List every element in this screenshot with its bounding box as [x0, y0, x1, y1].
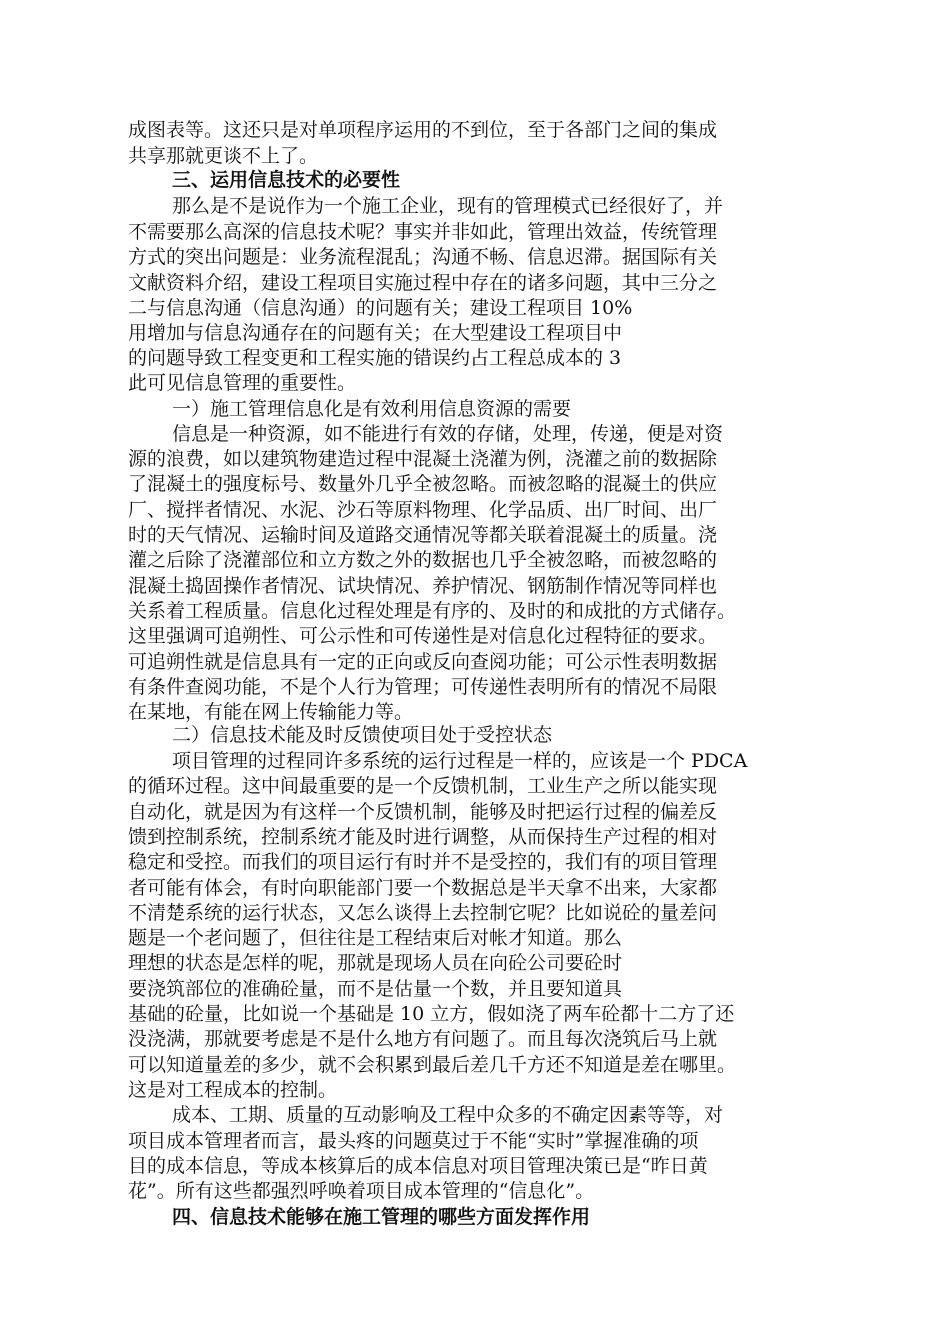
occlusion-patch: [716, 296, 836, 372]
paragraph-line: 理想的状态是怎样的呢，那就是现场人员在向砼公司要砼时: [128, 952, 623, 974]
paragraph-line: 稳定和受控。而我们的项目运行有时并不是受控的，我们有的项目管理: [128, 851, 718, 873]
paragraph-line: 花”。所有这些都强烈呼唤着项目成本管理的“信息化”。: [128, 1180, 595, 1202]
paragraph-line: 基础的砼量，比如说一个基础是 10 立方，假如浇了两车砼都十二方了还: [128, 1003, 735, 1025]
paragraph-line: 共享那就更谈不上了。: [128, 145, 319, 167]
subsection-heading: 一）施工管理信息化是有效利用信息资源的需要: [172, 398, 572, 420]
paragraph-line: 没浇满，那就要考虑是不是什么地方有问题了。而且每次浇筑后马上就: [128, 1028, 718, 1050]
section-heading: 四、信息技术能够在施工管理的哪些方面发挥作用: [172, 1206, 591, 1228]
paragraph-line: 在某地，有能在网上传输能力等。: [128, 701, 414, 723]
paragraph-line: 源的浪费，如以建筑物建造过程中混凝土浇灌为例，浇灌之前的数据除: [128, 448, 718, 470]
paragraph-line: 二与信息沟通（信息沟通）的问题有关；建设工程项目 10%: [128, 297, 633, 319]
paragraph-line: 馈到控制系统，控制系统才能及时进行调整，从而保持生产过程的相对: [128, 826, 718, 848]
paragraph-line: 文献资料介绍，建设工程项目实施过程中存在的诸多问题，其中三分之: [128, 272, 718, 294]
paragraph-line: 方式的突出问题是：业务流程混乱；沟通不畅、信息迟滞。据国际有关: [128, 246, 718, 268]
paragraph-line: 关系着工程质量。信息化过程处理是有序的、及时的和成批的方式储存。: [128, 600, 737, 622]
paragraph-line: 可以知道量差的多少，就不会积累到最后差几千方还不知道是差在哪里。: [128, 1054, 737, 1076]
occlusion-patch: [716, 935, 840, 1001]
paragraph-line: 可追朔性就是信息具有一定的正向或反向查阅功能；可公示性表明数据: [128, 651, 718, 673]
paragraph-line: 成图表等。这还只是对单项程序运用的不到位，至于各部门之间的集成: [128, 119, 718, 141]
paragraph-line: 有条件查阅功能，不是个人行为管理；可传递性表明所有的情况不局限: [128, 676, 718, 698]
paragraph-line: 不清楚系统的运行状态，又怎么谈得上去控制它呢？比如说砼的量差问: [128, 902, 718, 924]
paragraph-line: 用增加与信息沟通存在的问题有关；在大型建设工程项目中: [128, 322, 623, 344]
paragraph-line: 厂、搅拌者情况、水泥、沙石等原料物理、化学品质、出厂时间、出厂: [128, 499, 718, 521]
paragraph-line: 此可见信息管理的重要性。: [128, 372, 357, 394]
paragraph-line: 成本、工期、质量的互动影响及工程中众多的不确定因素等等，对: [172, 1104, 724, 1126]
section-heading: 三、运用信息技术的必要性: [172, 169, 401, 191]
paragraph-line: 这里强调可追朔性、可公示性和可传递性是对信息化过程特征的要求。: [128, 625, 718, 647]
paragraph-line: 自动化，就是因为有这样一个反馈机制，能够及时把运行过程的偏差反: [128, 801, 718, 823]
paragraph-line: 项目成本管理者而言，最头疼的问题莫过于不能“实时”掌握准确的项: [128, 1130, 699, 1152]
paragraph-line: 这是对工程成本的控制。: [128, 1079, 338, 1101]
subsection-heading: 二）信息技术能及时反馈使项目处于受控状态: [172, 724, 553, 746]
paragraph-line: 时的天气情况、运输时间及道路交通情况等都关联着混凝土的质量。浇: [128, 524, 718, 546]
paragraph-line: 目的成本信息，等成本核算后的成本信息对项目管理决策已是“昨日黄: [128, 1155, 708, 1177]
paragraph-line: 那么是不是说作为一个施工企业，现有的管理模式已经很好了，并: [172, 195, 724, 217]
paragraph-line: 混凝土捣固操作者情况、试块情况、养护情况、钢筋制作情况等同样也: [128, 575, 718, 597]
paragraph-line: 信息是一种资源，如不能进行有效的存储，处理，传递，便是对资: [172, 423, 724, 445]
paragraph-line: 的循环过程。这中间最重要的是一个反馈机制，工业生产之所以能实现: [128, 775, 718, 797]
paragraph-line: 不需要那么高深的信息技术呢？事实并非如此，管理出效益，传统管理: [128, 221, 718, 243]
paragraph-line: 项目管理的过程同许多系统的运行过程是一样的，应该是一个 PDCA: [172, 750, 748, 772]
paragraph-line: 者可能有体会，有时向职能部门要一个数据总是半天拿不出来，大家都: [128, 877, 718, 899]
paragraph-line: 灌之后除了浇灌部位和立方数之外的数据也几乎全被忽略，而被忽略的: [128, 549, 718, 571]
paragraph-line: 了混凝土的强度标号、数量外几乎全被忽略。而被忽略的混凝土的供应: [128, 473, 718, 495]
paragraph-line: 要浇筑部位的准确砼量，而不是估量一个数，并且要知道具: [128, 978, 623, 1000]
paragraph-line: 的问题导致工程变更和工程实施的错误约占工程总成本的 3: [128, 347, 622, 369]
paragraph-line: 题是一个老问题了，但往往是工程结束后对帐才知道。那么: [128, 927, 623, 949]
